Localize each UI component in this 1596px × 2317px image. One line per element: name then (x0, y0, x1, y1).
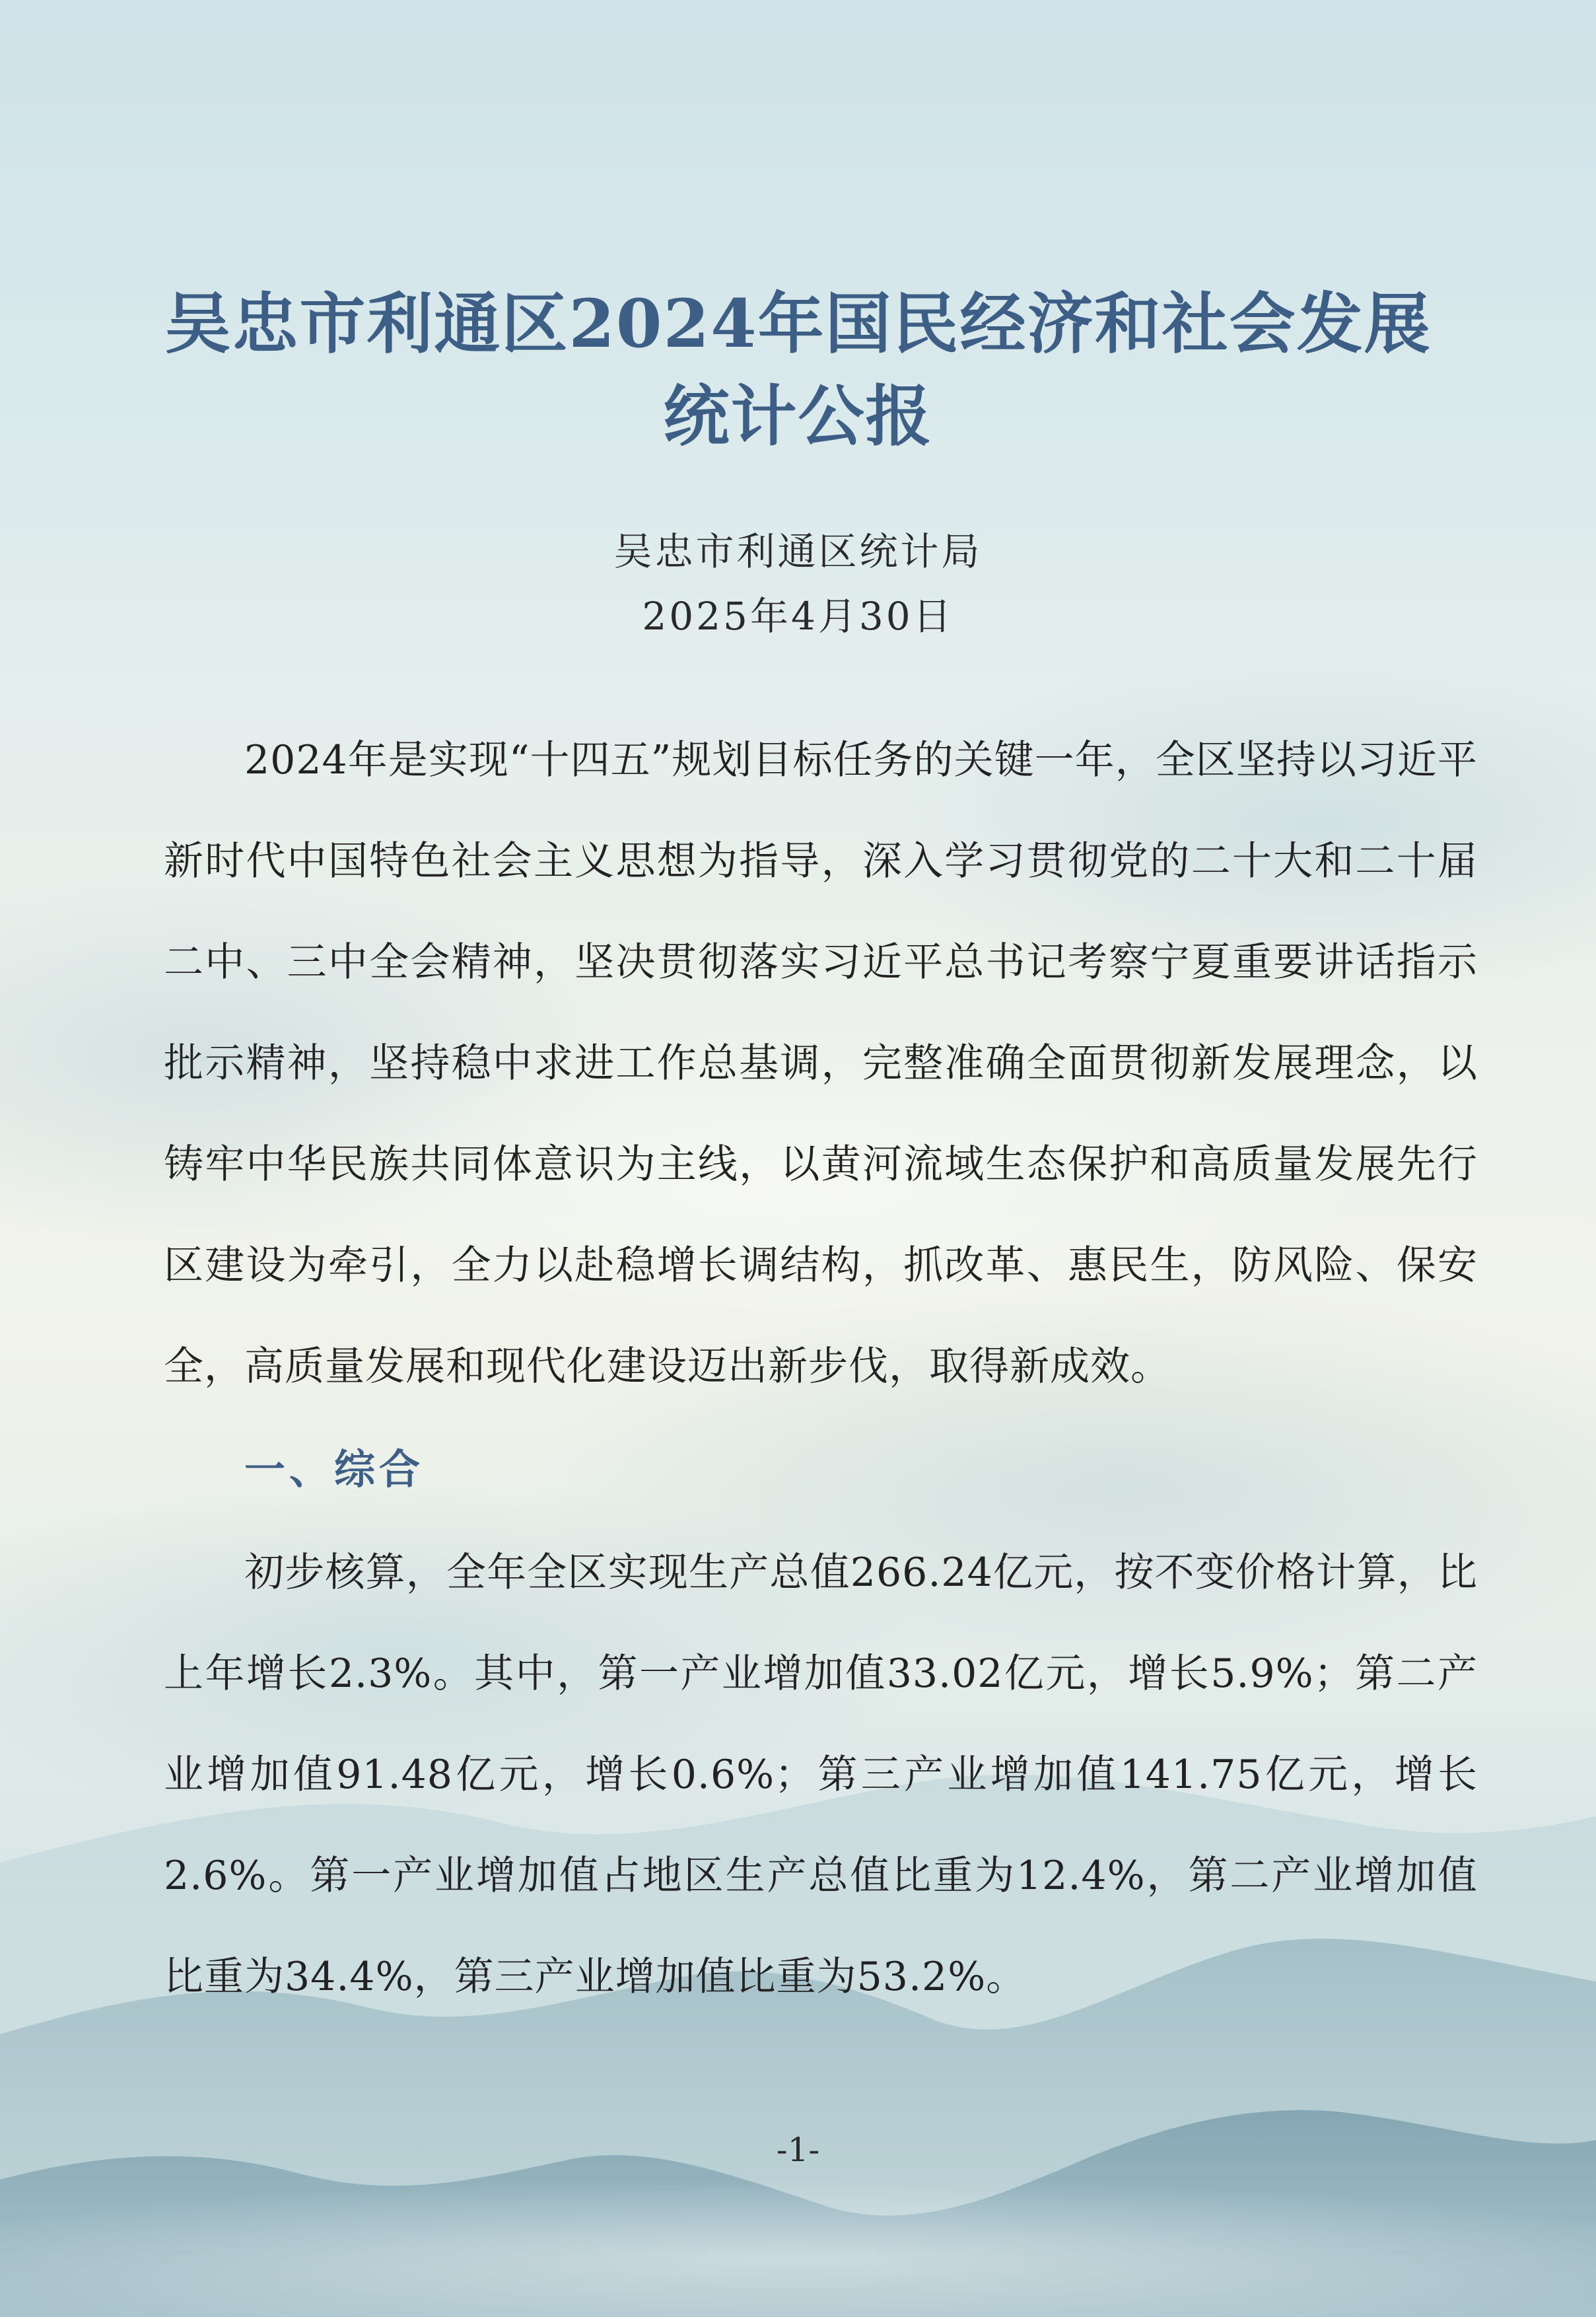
page-number: -1- (776, 2131, 820, 2169)
overview-paragraph: 初步核算，全年全区实现生产总值266.24亿元，按不变价格计算，比上年增长2.3%。其中，第一产业增加值33.02亿元，增长5.9%；第二产业增加值91.48亿元，增长0.6%；第三产业增加值141.75亿元，增长2.6%。第一产业增加值占地区生产总值比重为12.4%，第二产业增加值比重为34.4%，第三产业增加值比重为53.2%。 (164, 1550, 1478, 2000)
section-heading-overview: 一、综合 (244, 1445, 425, 1493)
intro-paragraph: 2024年是实现“十四五”规划目标任务的关键一年，全区坚持以习近平新时代中国特色社会主义思想为指导，深入学习贯彻党的二十大和二十届二中、三中全会精神，坚决贯彻落实习近平总书记考察宁夏重要讲话指示批示精神，坚持稳中求进工作总基调，完整准确全面贯彻新发展理念，以铸牢中华民族共同体意识为主线，以黄河流域生态保护和高质量发展先行区建设为牵引，全力以赴稳增长调结构，抓改革、惠民生，防风险、保安全，高质量发展和现代化建设迈出新步伐，取得新成效。 (164, 737, 1478, 1390)
issuing-authority: 吴忠市利通区统计局 (613, 529, 983, 574)
document-title-line1: 吴忠市利通区2024年国民经济和社会发展 (164, 285, 1432, 363)
document-title-line2: 统计公报 (663, 377, 933, 455)
publication-date: 2025年4月30日 (642, 594, 954, 639)
